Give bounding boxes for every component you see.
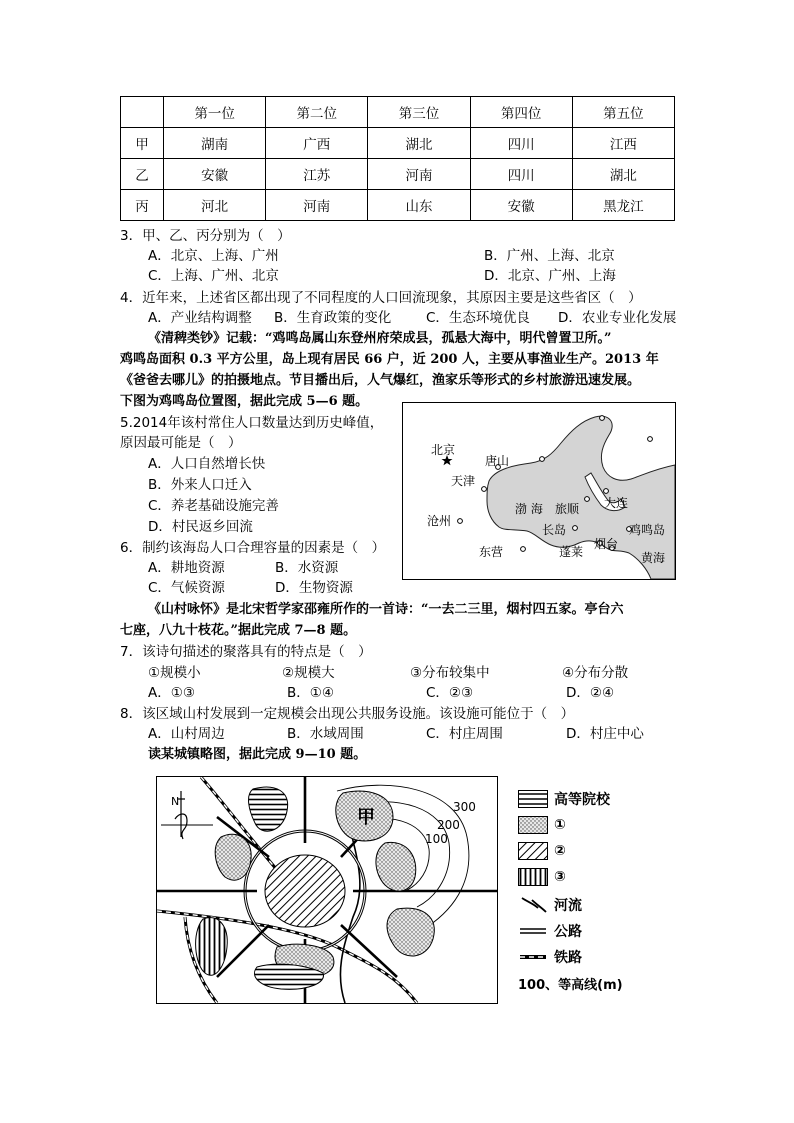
railway-symbol-icon xyxy=(518,948,548,966)
question-6-option-a[interactable]: A．耕地资源 xyxy=(148,560,225,576)
question-4-option-c[interactable]: C．生态环境优良 xyxy=(426,310,530,326)
legend-label-river: 河流 xyxy=(554,898,582,914)
college-zone xyxy=(249,787,288,831)
legend-item-2 xyxy=(518,838,566,864)
zone-1-southeast xyxy=(387,908,434,956)
horizontal-stripe-swatch-icon xyxy=(518,790,548,808)
north-arrow-icon xyxy=(161,791,213,839)
legend-label-road: 公路 xyxy=(554,924,582,940)
town-map-svg xyxy=(157,777,497,1003)
table-cell: 四川 xyxy=(470,159,572,190)
map-label-beijing: 北京 xyxy=(431,443,456,457)
jimingdao-map-svg xyxy=(403,403,675,579)
legend-item-college xyxy=(518,786,610,812)
legend-label-contour: 100、等高线(m) xyxy=(518,977,623,993)
question-5-option-a[interactable]: A．人口自然增长快 xyxy=(148,456,266,472)
table-cell: 湖南 xyxy=(164,128,266,159)
legend-label-rail: 铁路 xyxy=(554,950,582,966)
table-row-label: 甲 xyxy=(121,128,164,159)
question-8-stem: 8．该区域山村发展到一定规模会出现公共服务设施。该设施可能位于（ ） xyxy=(120,706,575,722)
legend-item-3 xyxy=(518,864,566,890)
city-dot-icon xyxy=(604,489,609,494)
question-8-option-a[interactable]: A．山村周边 xyxy=(148,726,225,742)
question-7-item-1: ①规模小 xyxy=(148,665,201,681)
city-dot-icon xyxy=(600,416,605,421)
legend-item-river xyxy=(518,892,582,918)
question-3-option-d[interactable]: D．北京、广州、上海 xyxy=(484,268,616,284)
question-4-option-a[interactable]: A．产业结构调整 xyxy=(148,310,252,326)
legend-label-2: ② xyxy=(554,843,566,859)
legend-label-college: 高等院校 xyxy=(554,792,610,808)
table-header-cell: 第二位 xyxy=(266,97,368,128)
question-7-item-2: ②规模大 xyxy=(282,665,335,681)
table-cell: 广西 xyxy=(266,128,368,159)
city-dot-icon xyxy=(458,519,463,524)
question-5-option-d[interactable]: D．村民返乡回流 xyxy=(148,519,253,535)
question-4-stem: 4．近年来，上述省区都出现了不同程度的人口回流现象，其原因主要是这些省区（ ） xyxy=(120,290,642,306)
table-cell: 安徽 xyxy=(164,159,266,190)
question-7-item-3: ③分布较集中 xyxy=(410,665,490,681)
zone-1-east xyxy=(376,842,416,891)
city-dot-icon xyxy=(648,437,653,442)
table-header-cell: 第五位 xyxy=(572,97,674,128)
legend-label-3: ③ xyxy=(554,869,566,885)
question-4-option-b[interactable]: B．生育政策的变化 xyxy=(274,310,392,326)
question-8-option-b[interactable]: B．水域周围 xyxy=(287,726,364,742)
legend-label-1: ① xyxy=(554,817,566,833)
map-label-jimingdao: 鸡鸣岛 xyxy=(629,523,666,537)
question-7-item-4: ④分布分散 xyxy=(562,665,629,681)
question-8-option-d[interactable]: D．村庄中心 xyxy=(566,726,644,742)
question-6-stem: 6．制约该海岛人口合理容量的因素是（ ） xyxy=(120,540,386,556)
city-dot-icon xyxy=(573,526,578,531)
table-header-cell: 第四位 xyxy=(470,97,572,128)
question-7-option-c[interactable]: C．②③ xyxy=(426,685,474,701)
question-5-option-b[interactable]: B．外来人口迁入 xyxy=(148,477,252,493)
question-6-option-b[interactable]: B．水资源 xyxy=(275,560,339,576)
table-cell: 江苏 xyxy=(266,159,368,190)
table-cell: 河南 xyxy=(266,190,368,221)
contour-label-300: 300 xyxy=(453,800,476,814)
map-label-tangshan: 唐山 xyxy=(485,454,510,468)
map-label-yantai: 烟台 xyxy=(594,537,619,551)
question-5-stem-line-1: 5.2014年该村常住人口数量达到历史峰值， xyxy=(120,415,384,431)
question-7-stem: 7．该诗句描述的聚落具有的特点是（ ） xyxy=(120,644,372,660)
passage-1-line-3: 《爸爸去哪儿》的拍摄地点。节目播出后，人气爆红，渔家乐等形式的乡村旅游迅速发展。 xyxy=(120,373,641,388)
contour-label-100: 100 xyxy=(425,832,448,846)
city-dot-icon xyxy=(540,457,545,462)
map-label-changdao: 长岛 xyxy=(542,523,567,537)
question-7-option-b[interactable]: B．①④ xyxy=(287,685,334,701)
table-header-cell xyxy=(121,97,164,128)
table-cell: 河南 xyxy=(368,159,470,190)
question-7-option-a[interactable]: A．①③ xyxy=(148,685,195,701)
table-cell: 四川 xyxy=(470,128,572,159)
passage-3: 读某城镇略图，据此完成 9—10 题。 xyxy=(148,747,367,762)
legend-item-road xyxy=(518,918,582,944)
question-7-option-d[interactable]: D．②④ xyxy=(566,685,615,701)
city-dot-icon xyxy=(585,497,590,502)
table-row xyxy=(121,128,675,159)
city-dot-icon xyxy=(521,547,526,552)
table-row-label: 丙 xyxy=(121,190,164,221)
vertical-stripe-swatch-icon xyxy=(518,868,548,886)
map-label-huanghai: 黄海 xyxy=(641,551,666,565)
road-symbol-icon xyxy=(518,922,548,940)
contour-label-200: 200 xyxy=(437,818,460,832)
question-3-option-c[interactable]: C．上海、广州、北京 xyxy=(148,268,279,284)
legend-item-rail xyxy=(518,944,582,970)
table-row xyxy=(121,159,675,190)
question-3-option-a[interactable]: A．北京、上海、广州 xyxy=(148,248,279,264)
zone-3-west xyxy=(196,918,228,976)
zone-jia-label: 甲 xyxy=(357,807,375,828)
table-header-cell: 第一位 xyxy=(164,97,266,128)
passage-1-line-2: 鸡鸣岛面积 0.3 平方公里，岛上现有居民 66 户，近 200 人，主要从事渔业生产。2013 年 xyxy=(120,352,659,367)
map-label-penglai: 蓬莱 xyxy=(559,545,584,559)
question-6-option-d[interactable]: D．生物资源 xyxy=(275,580,353,596)
table-row xyxy=(121,190,675,221)
jimingdao-location-map xyxy=(402,402,676,580)
table-cell: 湖北 xyxy=(572,159,674,190)
map-label-lvshun: 旅顺 xyxy=(555,502,580,516)
map-label-dalian: 大连 xyxy=(604,496,629,510)
table-cell: 山东 xyxy=(368,190,470,221)
table-cell: 湖北 xyxy=(368,128,470,159)
table-header-row xyxy=(121,97,675,128)
north-label: N xyxy=(171,795,180,808)
question-4-option-d[interactable]: D．农业专业化发展 xyxy=(558,310,677,326)
city-dot-icon xyxy=(482,487,487,492)
map-label-cangzhou: 沧州 xyxy=(427,514,452,528)
passage-1-line-1: 《清稗类钞》记载：“鸡鸣岛属山东登州府荣成县，孤悬大海中，明代曾置卫所。” xyxy=(148,331,612,346)
town-sketch-map xyxy=(156,776,498,1004)
table-cell: 江西 xyxy=(572,128,674,159)
passage-1-line-4: 下图为鸡鸣岛位置图，据此完成 5—6 题。 xyxy=(120,394,369,409)
question-3-option-b[interactable]: B．广州、上海、北京 xyxy=(484,248,615,264)
passage-2-line-1: 《山村咏怀》是北宋哲学家邵雍所作的一首诗：“一去二三里，烟村四五家。亭台六 xyxy=(148,602,624,617)
question-3-stem: 3．甲、乙、丙分别为（ ） xyxy=(120,228,291,244)
question-6-option-c[interactable]: C．气候资源 xyxy=(148,580,225,596)
diagonal-stripe-swatch-icon xyxy=(518,842,548,860)
table-cell: 安徽 xyxy=(470,190,572,221)
zone-2-center xyxy=(265,855,345,927)
passage-2-line-2: 七座，八九十枝花。”据此完成 7—8 题。 xyxy=(120,623,357,638)
question-5-option-c[interactable]: C．养老基础设施完善 xyxy=(148,498,279,514)
question-5-stem-line-2: 原因最可能是（ ） xyxy=(120,435,242,451)
dotted-swatch-icon xyxy=(518,816,548,834)
map-label-bohai: 渤 海 xyxy=(515,502,543,516)
legend-item-1 xyxy=(518,812,566,838)
table-row-label: 乙 xyxy=(121,159,164,190)
province-ranking-table xyxy=(120,96,675,221)
table-cell: 河北 xyxy=(164,190,266,221)
zone-1-west xyxy=(215,834,251,880)
river-symbol-icon xyxy=(518,896,548,914)
question-8-option-c[interactable]: C．村庄周围 xyxy=(426,726,503,742)
legend-item-contour xyxy=(518,970,623,996)
map-label-tianjin: 天津 xyxy=(451,474,476,488)
table-header-cell: 第三位 xyxy=(368,97,470,128)
table-cell: 黑龙江 xyxy=(572,190,674,221)
map-label-dongying: 东营 xyxy=(479,545,504,559)
